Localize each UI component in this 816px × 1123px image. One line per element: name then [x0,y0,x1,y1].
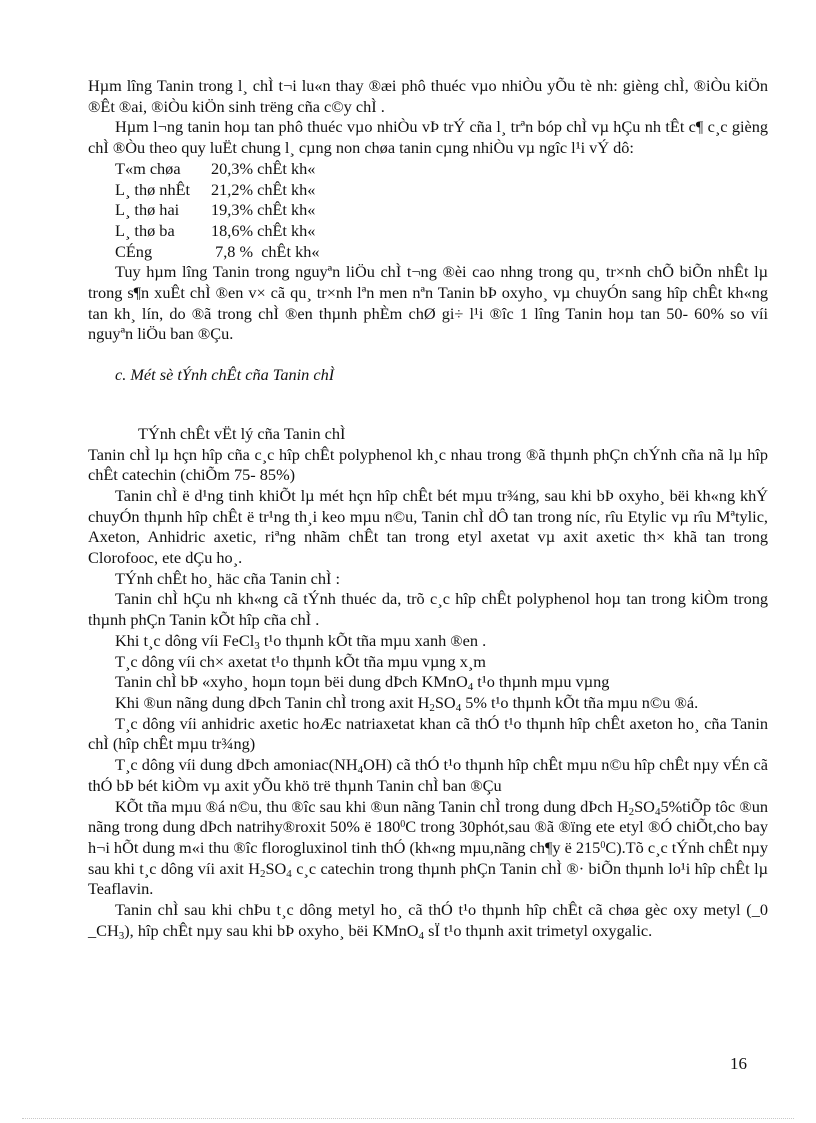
section-heading: c. Mét sè tÝnh chÊt cña Tanin chÌ [115,365,335,385]
list-item-label: L¸ thø nhÊt [115,179,191,199]
paragraph: Tanin chÌ hÇu nh kh«ng cã tÝnh thuéc da, trõ c¸c hîp chÊt polyphenol hoµ tan trong kiÒm trong thµnh phÇn Tanin kÕt hîp cña chÌ . [88,589,768,630]
subscript: 2 [429,701,435,714]
subscript: 3 [118,929,125,942]
paragraph: T¸c dông víi anhidric axetic hoÆc natriaxetat khan cã thÓ t¹o thµnh hîp chÊt axeton ho¸ cña Tanin chÌ (hîp chÊt mµu tr¾ng) [88,713,768,754]
paragraph [88,672,768,693]
paragraph: Hµm lîng Tanin trong l¸ chÌ t¬i lu«n thay ®æi phô thuéc vµo nhiÒu yÕu tè nh: gièng chÌ, ®iÒu kiÖn ®Êt ®ai, ®iÒu kiÖn sinh trëng cña c©y chÌ . [88,76,768,116]
document-body [88,76,768,941]
text: Khi t¸c dông víi FeCl [115,630,255,650]
paragraph [88,631,768,652]
text: T¸c dông víi dung dÞch amoniac(NH [115,755,358,775]
list-item [88,159,768,180]
paragraph [88,755,768,796]
paragraph [88,900,768,941]
subsection-heading: TÝnh chÊt vËt lý cña Tanin chÌ [138,423,346,443]
paragraph [88,797,768,901]
subscript: 4 [654,805,661,818]
superscript: 0 [400,819,406,831]
text: Khi ®un nãng dung dÞch Tanin chÌ trong axit H [115,692,430,712]
list-item [88,200,768,221]
list-item [88,242,768,263]
text: KÕt tña mµu ®á n©u, thu ®îc sau khi ®un nãng Tanin chÌ trong dung dÞch H [115,796,629,816]
text: SO [434,692,456,712]
tanin-content-list [88,159,768,263]
superscript: 0 [600,839,606,851]
paragraph: T¸c dông víi ch× axetat t¹o thµnh kÕt tña mµu vµng x¸m [115,651,486,671]
subscript: 2 [259,867,266,880]
paragraph [88,693,768,714]
subscript: 4 [357,764,364,777]
subscript: 2 [628,805,635,818]
text: 5% t¹o thµnh kÕt tña mµu n©u ®á. [461,692,699,712]
page-number: 16 [730,1054,747,1073]
list-item [88,221,768,242]
text: ), hîp chÊt nµy sau khi bÞ oxyho¸ bëi KMnO [124,920,419,940]
text: Tanin chÌ sau khi chÞu t¸c dông metyl ho¸ cã thÓ t¹o thµnh hîp chÊt cã chøa gèc oxy metyl (_0 _CH [88,900,768,940]
list-item-value: 19,3% chÊt kh« [211,200,316,220]
paragraph: Tanin chÌ lµ hçn hîp cña c¸c hîp chÊt polyphenol kh¸c nhau trong ®ã thµnh phÇn chÝnh cña nã lµ hîp chÊt catechin (chiÕm 75- 85%) [88,444,768,485]
list-item-value: 7,8 % chÊt kh« [211,241,320,261]
text: Tanin chÌ bÞ «xyho¸ hoµn toµn bëi dung dÞch KMnO [115,672,468,692]
list-item-label: L¸ thø hai [115,200,180,220]
text: c¸c catechin trong thµnh phÇn Tanin chÌ ®· biÕn thµnh lo¹i hîp chÊt lµ Teaflavin. [88,858,768,899]
text: 5%tiÕp tôc ®un nãng trong dung dÞch natrihy®roxit 50% ë 180 [88,796,768,837]
subscript: 3 [254,639,260,652]
text: SO [265,858,287,878]
subscript: 4 [418,929,425,942]
text: t¹o thµnh mµu vµng [473,672,610,692]
text: C).Tõ c¸c tÝnh chÊt nµy sau khi t¸c dông víi axit H [88,837,769,878]
paragraph: Hµm l¬ng tanin hoµ tan phô thuéc vµo nhiÒu vÞ trÝ cña l¸ trªn bóp chÌ vµ hÇu nh tÊt c¶ c¸c gièng chÌ ®Òu theo quy luËt chung l¸ cµng non chøa tanin cµng nhiÒu vµ ngîc l¹i vÝ dô: [88,117,768,158]
subscript: 4 [455,701,462,714]
text: t¹o thµnh kÕt tña mµu xanh ®en . [259,630,487,650]
list-item-value: 21,2% chÊt kh« [211,179,316,199]
subscript: 4 [467,681,474,694]
paragraph-heading: TÝnh chÊt ho¸ häc cña Tanin chÌ : [115,568,341,588]
list-item-value: 20,3% chÊt kh« [211,158,316,178]
list-item-label: CÉng [115,241,153,261]
list-item-value: 18,6% chÊt kh« [211,220,316,240]
subscript: 4 [286,867,292,880]
page-bottom-divider [22,1118,794,1119]
text: C trong 30phót,sau ®ã ®ïng ete etyl ®Ó chiÕt,cho bay h¬i hÕt dung m«i thu ®îc florogluxinol tinh thÓ (kh«ng mµu,nãng ch¶y ë 215 [88,817,768,857]
paragraph: Tuy hµm lîng Tanin trong nguyªn liÖu chÌ t¬ng ®èi cao nhng trong qu¸ tr×nh chÕ biÕn nhÊt lµ trong s¶n xuÊt chÌ ®en v× cã qu¸ tr×nh lªn men nªn Tanin bÞ oxyho¸ vµ chuyÓn sang hîp chÊt kh«ng tan kh¸ lín, do ®ã trong chÌ ®en thµnh phÈm chØ gi÷ l¹i ®îc 1 lîng Tanin hoµ tan 50- 60% so víi nguyªn liÖu ban ®Çu. [88,262,768,344]
paragraph: Tanin chÌ ë d¹ng tinh khiÕt lµ mét hçn hîp chÊt bét mµu tr¾ng, sau khi bÞ oxyho¸ bëi kh«ng khÝ chuyÓn thµnh hîp chÊt ë tr¹ng th¸i keo mµu n©u, Tanin chÌ dÔ tan trong níc, rîu Etylic vµ rîu Mªtylic, Axeton, Anhidric axetic, riªng nhãm chÊt tan trong etyl axetat vµ axit axetic th× khã tan trong Clorofooc, ete dÇu ho¸. [88,485,768,568]
text: OH) cã thÓ t¹o thµnh hîp chÊt mµu n©u hîp chÊt nµy vÉn cã thÓ bÞ bét kiÒm vµ axit yÕu khö trë thµnh Tanin chÌ ban ®Çu [88,755,768,795]
list-item [88,180,768,201]
list-item-label: T«m chøa [115,158,181,178]
text: SO [634,796,655,816]
list-item-label: L¸ thø ba [115,220,175,240]
text: sÏ t¹o thµnh axit trimetyl oxygalic. [424,920,653,940]
